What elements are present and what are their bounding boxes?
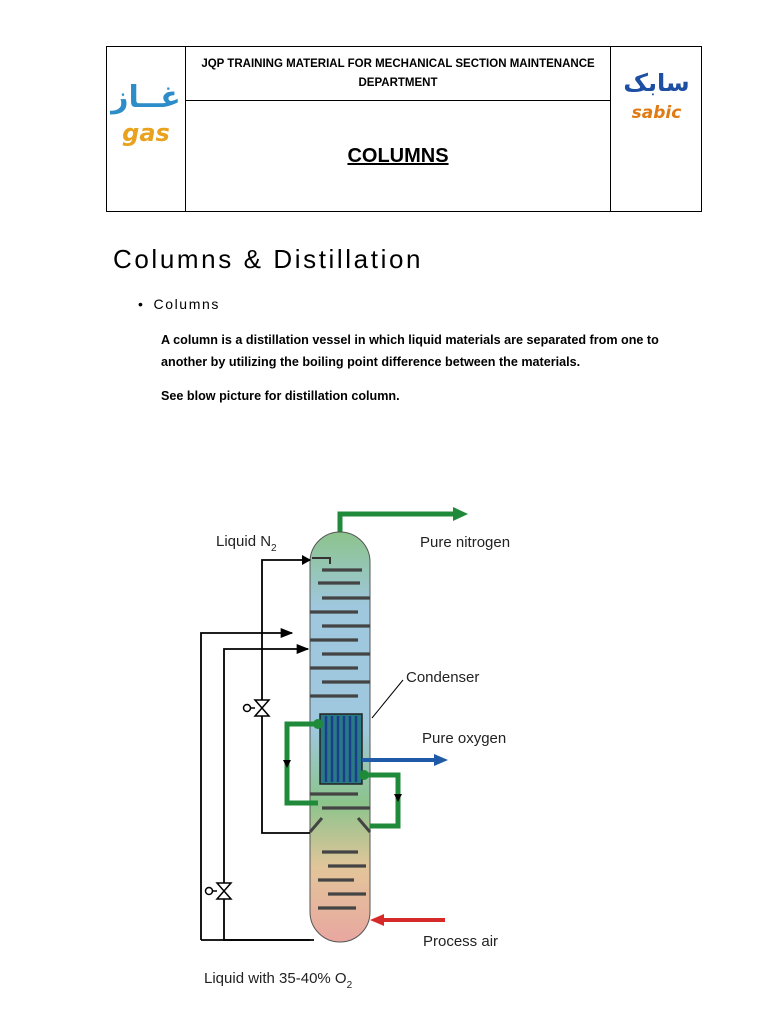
label-liquid-n2: Liquid $N_2$ (216, 533, 277, 554)
label-liquid-o2: Liquid with 35-40% $O_2$ (204, 970, 353, 991)
sabic-logo-english: sabic (631, 103, 682, 123)
reflux-line-upper (201, 633, 292, 940)
picture-note: See blow picture for distillation column. (161, 389, 400, 403)
label-pure-nitrogen: Pure nitrogen (420, 534, 511, 551)
header-subject: COLUMNS (347, 144, 449, 167)
bullet-dot-icon: • (138, 296, 145, 312)
nitrogen-pipe (340, 514, 455, 532)
gas-logo-arabic: غــاز (111, 80, 181, 115)
header-title: JQP TRAINING MATERIAL FOR MECHANICAL SECTION MAINTENANCE DEPARTMENT (186, 47, 610, 101)
nitrogen-arrow-icon (453, 507, 468, 521)
label-condenser: Condenser (406, 669, 480, 686)
section-title: Columns & Distillation (113, 244, 424, 274)
valve-icon (244, 700, 270, 716)
sabic-logo-arabic: سابک (623, 69, 690, 97)
gas-logo-english: gas (122, 119, 170, 147)
reflux-line-lower (224, 649, 314, 940)
oxygen-arrow-icon (434, 754, 448, 766)
definition-paragraph: A column is a distillation vessel in which liquid materials are separated from one to another by utilizing the boiling point difference between the materials. (161, 333, 659, 369)
process-air-arrow-icon (370, 914, 384, 926)
label-pure-oxygen: Pure oxygen (422, 730, 507, 747)
bullet-label: Columns (153, 296, 220, 312)
label-process-air: Process air (423, 933, 499, 950)
valve-icon (206, 883, 232, 899)
